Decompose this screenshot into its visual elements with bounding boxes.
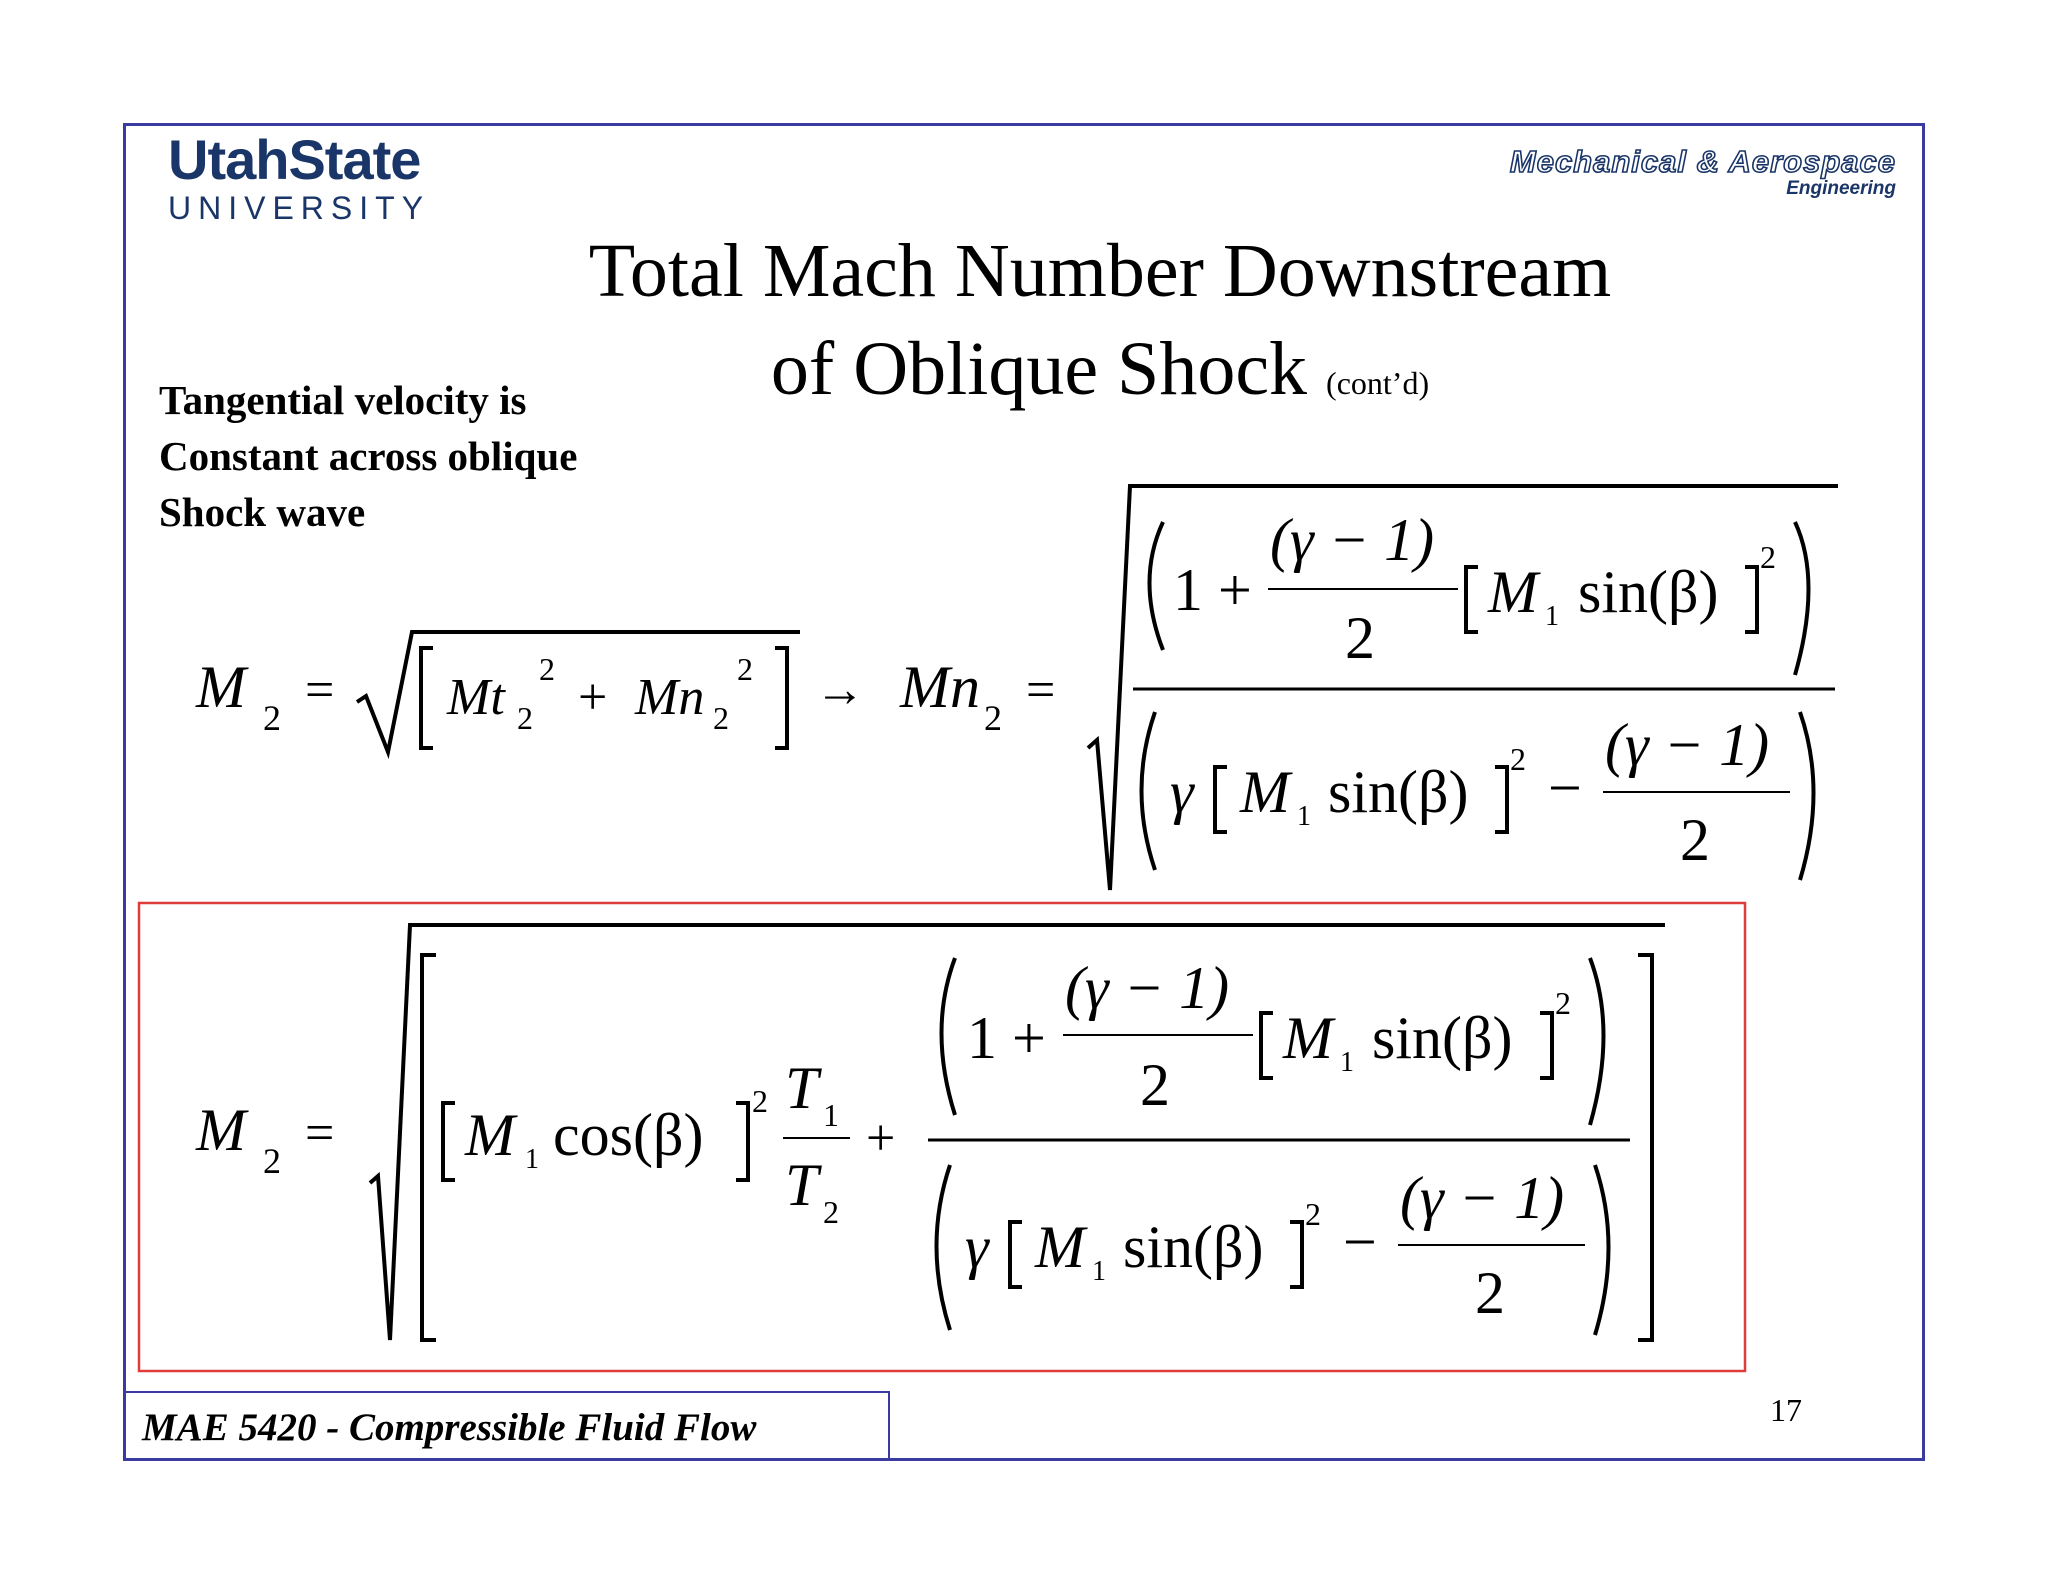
eq2-den-rbracket	[1495, 767, 1507, 832]
eq3-equals: =	[305, 1105, 335, 1162]
eq1-arrow: →	[815, 661, 865, 717]
eq1-lhs-sub: 2	[263, 698, 281, 738]
eq3-lhs: M	[196, 1097, 246, 1163]
eq3-num-rbracket	[1540, 1013, 1552, 1078]
eq3-num-lbracket	[1261, 1013, 1273, 1078]
eq2-den-gm1: (γ − 1)	[1605, 712, 1770, 778]
title-line2: of Oblique Shock	[770, 327, 1308, 411]
note-line2: Constant across oblique	[159, 433, 578, 479]
eq3-cos-sup2: 2	[752, 1083, 768, 1119]
eq3-den-rbracket	[1290, 1222, 1302, 1287]
eq2-num-rbracket	[1745, 567, 1757, 632]
title-contd: (cont’d)	[1326, 365, 1430, 401]
eq1-term1: Mt	[447, 669, 505, 726]
eq3-t1: T	[785, 1055, 819, 1121]
eq3-den-two: 2	[1475, 1260, 1505, 1326]
eq3-outer-lbracket	[422, 955, 436, 1340]
eq3-cos-m1: M	[465, 1102, 515, 1168]
eq2-den-m1-sub: 1	[1297, 801, 1311, 832]
eq2-lhs: Mn	[900, 654, 980, 720]
eq3-num-rparen	[1590, 958, 1604, 1125]
eq2-lhs-sub: 2	[984, 698, 1002, 738]
eq1-plus: +	[578, 669, 608, 726]
eq1-term2-sup: 2	[737, 651, 753, 687]
eq3-num-lparen	[942, 958, 956, 1115]
eq2-num-sup2: 2	[1760, 539, 1776, 575]
equation-mn2	[899, 486, 1838, 890]
equation-m2-components	[195, 632, 865, 752]
eq2-num-gm1: (γ − 1)	[1270, 507, 1435, 573]
eq3-t2: T	[785, 1152, 819, 1218]
eq3-num-sin: sin(β)	[1372, 1005, 1513, 1071]
usu-logo-sub: UNIVERSITY	[168, 190, 431, 226]
eq3-den-m1: M	[1035, 1214, 1085, 1280]
eq3-lhs-sub: 2	[263, 1141, 281, 1181]
eq3-cos-rbracket	[736, 1103, 748, 1180]
eq2-den-minus: −	[1548, 755, 1582, 821]
eq3-den-rparen	[1595, 1165, 1609, 1335]
eq3-den-sup2: 2	[1305, 1196, 1321, 1232]
eq3-num-m1: M	[1283, 1005, 1333, 1071]
eq2-num-rparen	[1795, 522, 1809, 675]
page-number: 17	[1770, 1392, 1802, 1428]
eq2-den-m1: M	[1240, 759, 1290, 825]
eq3-num-sup2: 2	[1555, 985, 1571, 1021]
title-line1: Total Mach Number Downstream	[588, 229, 1612, 313]
eq3-cos-m1-sub: 1	[525, 1144, 539, 1175]
eq3-den-gm1: (γ − 1)	[1400, 1165, 1565, 1231]
eq1-lhs: M	[196, 654, 246, 720]
eq2-num-two: 2	[1345, 605, 1375, 671]
eq1-left-bracket	[421, 648, 433, 748]
eq2-den-rparen	[1800, 712, 1814, 880]
eq2-equals: =	[1026, 662, 1056, 719]
eq3-den-lparen	[937, 1165, 951, 1330]
note-line3: Shock wave	[159, 489, 366, 535]
eq3-num-oneplus: 1 +	[967, 1005, 1046, 1071]
usu-logo-name: UtahState	[168, 128, 421, 191]
eq3-num-m1-sub: 1	[1340, 1047, 1354, 1078]
eq2-den-sup2: 2	[1510, 741, 1526, 777]
eq3-num-two: 2	[1140, 1052, 1170, 1118]
department-logo-line2: Engineering	[1786, 178, 1896, 199]
eq2-num-oneplus: 1 +	[1173, 557, 1252, 623]
eq3-den-minus: −	[1343, 1209, 1377, 1275]
eq1-term2: Mn	[635, 669, 705, 726]
eq1-equals: =	[305, 662, 335, 719]
equation-m2-final	[195, 925, 1665, 1340]
eq3-den-m1-sub: 1	[1092, 1256, 1106, 1287]
eq3-cos-lbracket	[443, 1103, 455, 1180]
eq2-num-m1-sub: 1	[1545, 601, 1559, 632]
note-line1: Tangential velocity is	[159, 377, 527, 423]
eq2-num-lbracket	[1466, 567, 1478, 632]
eq1-right-bracket	[775, 648, 787, 748]
eq2-den-sin: sin(β)	[1328, 759, 1469, 825]
eq2-den-lparen	[1142, 712, 1156, 870]
eq3-outer-rbracket	[1638, 955, 1652, 1340]
eq2-num-sin: sin(β)	[1578, 559, 1719, 625]
department-logo-line1: Mechanical & Aerospace	[1509, 144, 1896, 179]
eq1-term2-sub: 2	[713, 700, 729, 736]
eq3-t2-sub: 2	[823, 1194, 839, 1230]
eq3-den-gamma: γ	[965, 1214, 989, 1280]
eq2-den-lbracket	[1215, 767, 1227, 832]
course-footer: MAE 5420 - Compressible Fluid Flow	[142, 1406, 757, 1449]
eq2-num-lparen-curve	[1150, 522, 1164, 650]
eq3-num-gm1: (γ − 1)	[1065, 955, 1230, 1021]
eq1-term1-sub: 2	[517, 700, 533, 736]
eq2-den-gamma: γ	[1170, 759, 1194, 825]
eq1-term1-sup: 2	[539, 651, 555, 687]
eq3-t1-sub: 1	[823, 1097, 839, 1133]
eq3-den-sin: sin(β)	[1123, 1214, 1264, 1280]
eq3-plus: +	[866, 1110, 896, 1167]
eq3-den-lbracket	[1010, 1222, 1022, 1287]
eq3-cos: cos(β)	[553, 1102, 704, 1168]
eq2-den-two: 2	[1680, 807, 1710, 873]
eq2-num-m1: M	[1488, 559, 1538, 625]
